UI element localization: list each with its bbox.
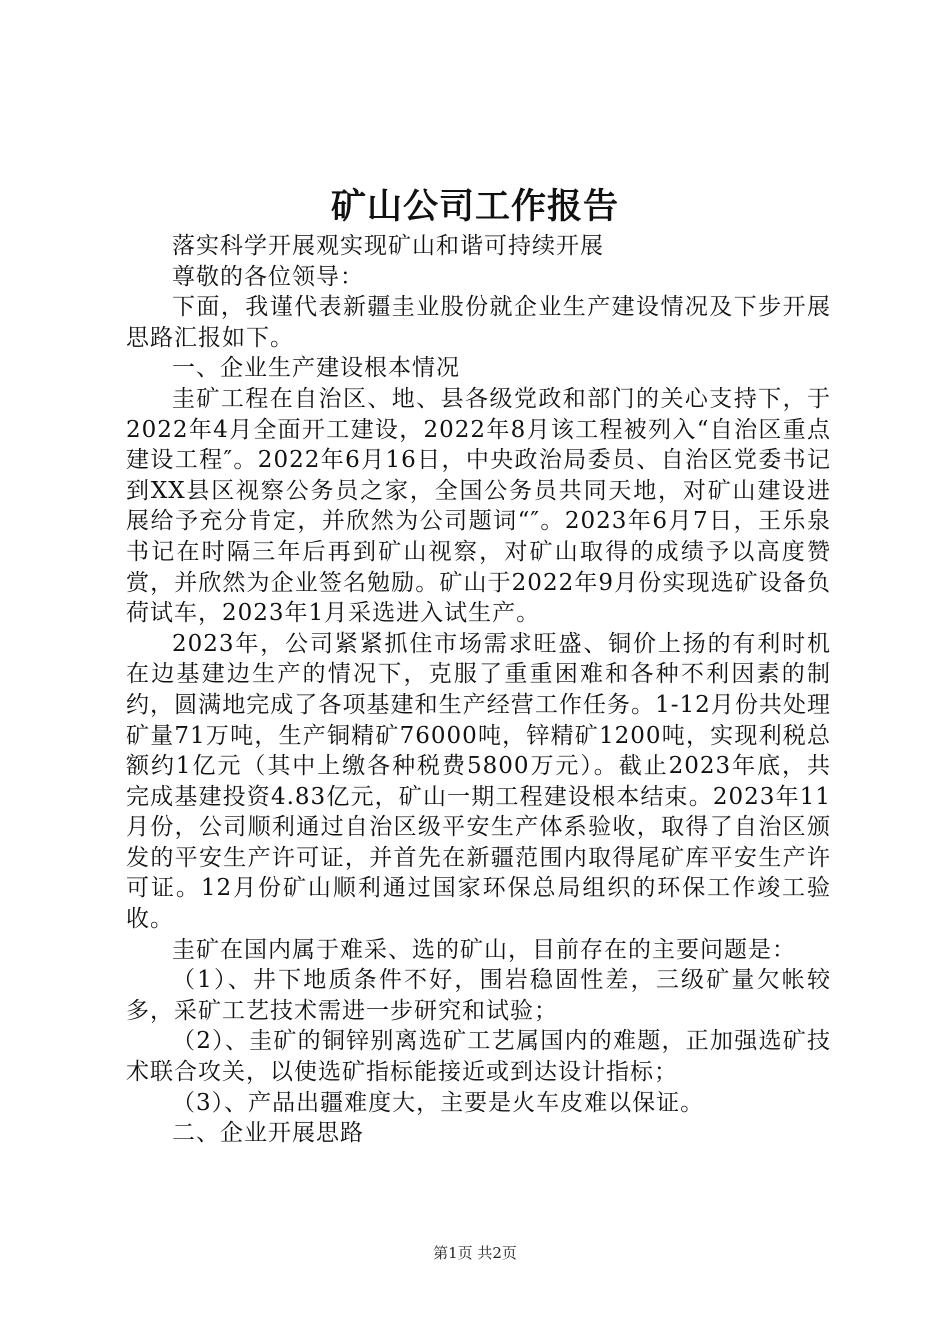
paragraph-intro: 下面，我谨代表新疆圭业股份就企业生产建设情况及下步开展思路汇报如下。 [126, 294, 831, 351]
document-title: 矿山公司工作报告 [330, 186, 619, 227]
paragraph-salutation: 尊敬的各位领导： [172, 263, 364, 290]
section-heading-2: 二、企业开展思路 [172, 1120, 364, 1147]
paragraph-subtitle: 落实科学开展观实现矿山和谐可持续开展 [172, 233, 604, 259]
page-number-footer: 第1页 共2页 [433, 1244, 517, 1262]
section-heading-1: 一、企业生产建设根本情况 [172, 355, 460, 382]
document-body [126, 231, 831, 1149]
paragraph-problem-2: （2）、圭矿的铜锌别离选矿工艺属国内的难题，正加强选矿技术联合攻关，以使选矿指标能接近或到达设计指标； [126, 1028, 831, 1086]
paragraph-problem-3: （3）、产品出疆难度大，主要是火车皮难以保证。 [172, 1089, 705, 1116]
paragraph-problems-intro: 圭矿在国内属于难采、选的矿山，目前存在的主要问题是： [172, 936, 796, 963]
paragraph-project-history: 圭矿工程在自治区、地、县各级党政和部门的关心支持下，于2022年4月全面开工建设，2022年8月该工程被列入“自治区重点建设工程″。2022年6月16日，中央政治局委员、自治区党委书记到XX县区视察公务员之家，全国公务员共同天地，对矿山建设进展给予充分肯定，并欣然为公司题词“″。2023年6月7日，王乐泉书记在时隔三年后再到矿山视察，对矿山取得的成绩予以高度赞赏，并欣然为企业签名勉励。矿山于2022年9月份实现选矿设备负荷试车，2023年1月采选进入试生产。 [126, 385, 831, 627]
paragraph-2023-results: 2023年，公司紧紧抓住市场需求旺盛、铜价上扬的有利时机在边基建边生产的情况下，克服了重重困难和各种不利因素的制约，圆满地完成了各项基建和生产经营工作任务。1-12月份共处理矿量71万吨，生产铜精矿76000吨，锌精矿1200吨，实现利税总额约1亿元（其中上缴各种税费5800万元）。截止2023年底，共完成基建投资4.83亿元，矿山一期工程建设根本结束。2023年11月份，公司顺利通过自治区级平安生产体系验收，取得了自治区颁发的平安生产许可证，并首先在新疆范围内取得尾矿库平安生产许可证。12月份矿山顺利通过国家环保总局组织的环保工作竣工验收。 [126, 630, 831, 933]
paragraph-problem-1: （1）、井下地质条件不好，围岩稳固性差，三级矿量欠帐较多，采矿工艺技术需进一步研究和试验； [126, 967, 831, 1024]
